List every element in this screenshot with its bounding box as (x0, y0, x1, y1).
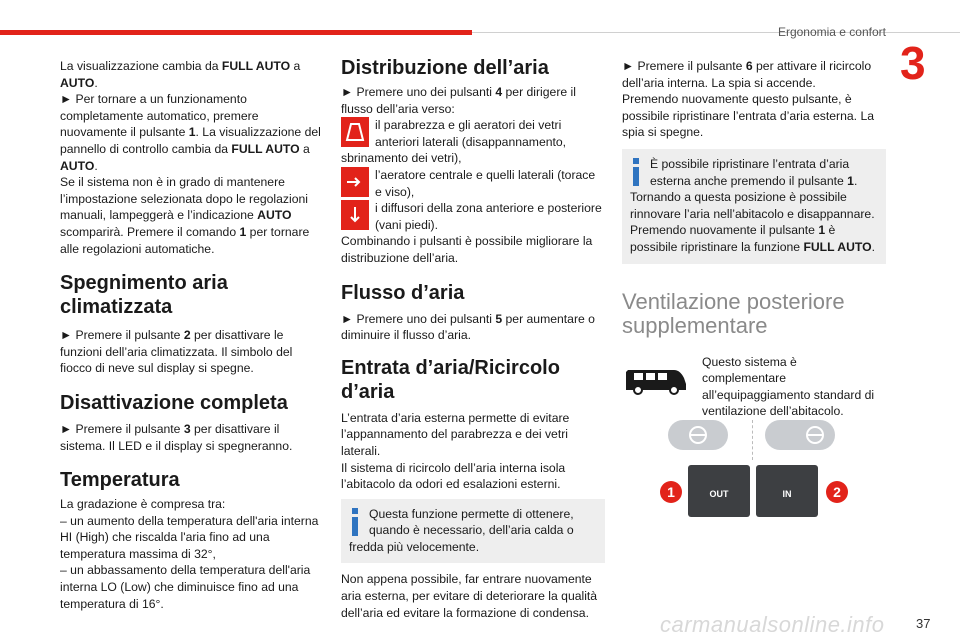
van-description: Questo sistema è complementare all’equipaggiamento standard di ventilazione dell’abitacolo. (702, 354, 875, 419)
windscreen-icon (341, 117, 369, 147)
face-vent-icon (341, 167, 369, 197)
heading-flusso: Flusso d’aria (341, 281, 465, 304)
chapter-number: 3 (900, 37, 926, 89)
paragraph: Premendo nuovamente questo pulsante, è possibile ripristinare l’entrata d’aria esterna. La spia si spegne. (622, 92, 875, 140)
paragraph: ► Premere il pulsante 3 per disattivare il sistema. Il LED e il display si spegneranno. (60, 421, 293, 453)
paragraph: L’entrata d’aria esterna permette di evitare l’appannamento del parabrezza e dei vetri laterali. (341, 410, 570, 458)
watermark: carmanualsonline.info (660, 612, 885, 637)
column-2 (341, 58, 605, 621)
heading-ventilazione: Ventilazione posteriore supplementare (622, 288, 845, 338)
list-item: il parabrezza e gli aeratori dei vetri anteriori laterali (disappannamento, sbrinamento dei vetri), (341, 118, 567, 166)
info-icon (349, 508, 361, 536)
heading-entrata: Entrata d’aria/Ricircolo d’aria (341, 356, 560, 403)
rear-vent-panel-illustration (660, 418, 860, 523)
list-item: l’aeratore centrale e quelli laterali (torace e viso), (341, 167, 605, 200)
paragraph: La visualizzazione cambia da FULL AUTO a AUTO. (60, 59, 301, 90)
out-button[interactable]: OUT (688, 465, 750, 517)
van-icon (624, 364, 688, 396)
column-1 (60, 58, 322, 612)
heading-spegnimento: Spegnimento aria climatizzata (60, 272, 228, 319)
paragraph: ► Premere il pulsante 6 per attivare il ricircolo dell’aria interna. La spia si accende. (622, 59, 872, 90)
heading-disattivazione: Disattivazione completa (60, 391, 288, 414)
paragraph: ► Premere uno dei pulsanti 5 per aumentare o diminuire il flusso d’aria. (341, 311, 595, 343)
divider (752, 420, 753, 460)
callout-badge-2: 2 (826, 481, 848, 503)
left-control-icon (668, 420, 728, 450)
column-3 (622, 58, 886, 434)
in-button[interactable]: IN (756, 465, 818, 517)
info-icon (630, 158, 642, 186)
paragraph: La gradazione è compresa tra: (60, 497, 226, 512)
paragraph: – un aumento della temperatura dell'aria interna HI (High) che riscalda l'aria fino ad una temperatura massima di 32°, (60, 513, 319, 561)
paragraph: Combinando i pulsanti è possibile migliorare la distribuzione dell’aria. (341, 234, 593, 265)
callout-badge-1: 1 (660, 481, 682, 503)
paragraph: ► Per tornare a un funzionamento completamente automatico, premere nuovamente il pulsante 1. La visualizzazione del pannello di controllo cambia da FULL AUTO a AUTO. (60, 92, 321, 173)
paragraph: ► Premere uno dei pulsanti 4 per dirigere il flusso dell’aria verso: (341, 85, 576, 116)
page-number: 37 (916, 616, 931, 631)
paragraph: Non appena possibile, far entrare nuovamente aria esterna, per evitare di deteriorare la qualità dell’aria ed evitare la formazione di condensa. (341, 572, 598, 620)
header-grey-line (472, 32, 960, 33)
list-item: i diffusori della zona anteriore e posteriore (vani piedi). (341, 200, 605, 233)
heading-temperatura: Temperatura (60, 469, 180, 492)
paragraph: Il sistema di ricircolo dell’aria interna isola l’abitacolo da odori ed esalazioni esterni. (341, 460, 566, 492)
info-box: Questa funzione permette di ottenere, quando è necessario, dell’aria calda o fredda più velocemente. (341, 499, 605, 564)
header-red-bar (0, 30, 472, 35)
paragraph: Se il sistema non è in grado di mantenere l’impostazione selezionata dopo le regolazioni manuali, lampeggerà e l’indicazione AUTO scomparirà. Premere il comando 1 per tornare alle regolazioni automatiche. (60, 175, 310, 256)
info-box: È possibile ripristinare l’entrata d’aria esterna anche premendo il pulsante 1. Tornando a questa posizione è possibile rinnovare l’aria nell’abitacolo e disappannare. Premendo nuovamente il pulsante 1 è possibile ripristinare la funzione FULL AUTO. (622, 149, 886, 264)
chapter-title: Ergonomia e confort (777, 25, 886, 39)
right-control-icon (765, 420, 835, 450)
foot-vent-icon (341, 200, 369, 230)
paragraph: – un abbassamento della temperatura dell'aria interna LO (Low) che diminuisce fino ad una temperatura di 16°. (60, 563, 311, 611)
paragraph: ► Premere il pulsante 2 per disattivare le funzioni dell’aria climatizzata. Il simbolo del fiocco di neve sul display si spegne. (60, 328, 293, 376)
heading-distribuzione: Distribuzione dell’aria (341, 57, 549, 79)
